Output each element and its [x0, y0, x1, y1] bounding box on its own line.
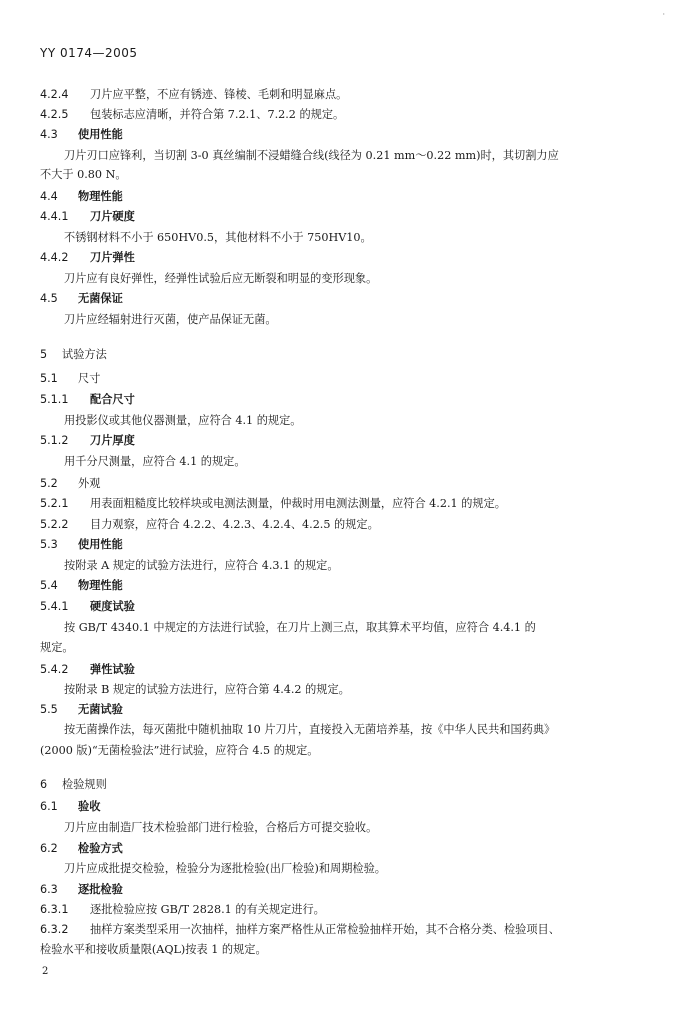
clause-number: 5.4.1	[40, 600, 69, 613]
clause-text: 刀片刃口应锋利，当切割 3-0 真丝编制不浸蜡缝合线(线径为 0.21 mm～0.22 mm)时，其切割力应	[64, 149, 559, 162]
clause-text: 刀片应成批提交检验，检验分为逐批检验(出厂检验)和周期检验。	[64, 862, 386, 875]
clause-number: 6	[40, 778, 48, 791]
text-line	[40, 348, 107, 362]
clause-number: 5.2.1	[40, 497, 69, 510]
clause-text: 检验规则	[62, 778, 107, 791]
clause-number: 4.4.1	[40, 210, 69, 223]
clause-heading: 无菌试验	[78, 703, 123, 716]
standard-number-header: YY 0174—2005	[40, 46, 138, 60]
text-line	[40, 210, 135, 224]
text-line	[40, 497, 506, 511]
clause-number: 5.5	[40, 703, 58, 716]
clause-text: 逐批检验应按 GB/T 2828.1 的有关规定进行。	[90, 903, 325, 916]
clause-text: 按附录 B 规定的试验方法进行，应符合第 4.4.2 的规定。	[64, 683, 350, 696]
clause-number: 6.2	[40, 842, 58, 855]
clause-number: 4.3	[40, 128, 58, 141]
clause-heading: 弹性试验	[90, 663, 135, 676]
clause-number: 4.4	[40, 190, 58, 203]
clause-number: 5.3	[40, 538, 58, 551]
text-line	[64, 414, 301, 428]
text-line	[40, 943, 267, 957]
text-line	[40, 641, 74, 655]
clause-text: 规定。	[40, 641, 74, 654]
text-line	[64, 455, 246, 469]
clause-number: 5.4	[40, 579, 58, 592]
clause-heading: 逐批检验	[78, 883, 123, 896]
clause-heading: 硬度试验	[90, 600, 135, 613]
clause-number: 4.5	[40, 292, 58, 305]
clause-number: 4.4.2	[40, 251, 69, 264]
clause-text: (2000 版)“无菌检验法”进行试验，应符合 4.5 的规定。	[40, 744, 319, 757]
clause-text: 尺寸	[78, 372, 101, 385]
text-line	[40, 168, 127, 182]
text-line	[40, 372, 100, 386]
clause-heading: 使用性能	[78, 538, 123, 551]
clause-heading: 刀片硬度	[90, 210, 135, 223]
clause-heading: 使用性能	[78, 128, 123, 141]
clause-heading: 检验方式	[78, 842, 123, 855]
text-line	[64, 313, 277, 327]
clause-text: 用千分尺测量，应符合 4.1 的规定。	[64, 455, 246, 468]
clause-text: 刀片应经辐射进行灭菌，使产品保证无菌。	[64, 313, 277, 326]
text-line	[40, 903, 325, 917]
text-line	[40, 538, 123, 552]
text-line	[40, 518, 379, 532]
clause-text: 按无菌操作法，每灭菌批中随机抽取 10 片刀片，直接投入无菌培养基，按《中华人民共和国药典》	[64, 723, 556, 736]
text-line	[64, 272, 377, 286]
text-line	[40, 251, 135, 265]
clause-number: 5.1.2	[40, 434, 69, 447]
text-line	[40, 579, 123, 593]
clause-number: 4.2.5	[40, 108, 69, 121]
text-line	[40, 477, 100, 491]
text-line	[64, 231, 372, 245]
text-line	[40, 744, 318, 758]
text-line	[64, 723, 555, 737]
clause-number: 5.2	[40, 477, 58, 490]
clause-number: 6.1	[40, 800, 58, 813]
clause-number: 5	[40, 348, 48, 361]
clause-number: 6.3.2	[40, 923, 69, 936]
text-line	[64, 621, 536, 635]
text-line	[64, 683, 350, 697]
text-line	[40, 703, 123, 717]
text-line	[40, 108, 344, 122]
scan-mark: ·	[662, 10, 665, 19]
clause-heading: 无菌保证	[78, 292, 123, 305]
clause-heading: 验收	[78, 800, 101, 813]
clause-text: 刀片应由制造厂技术检验部门进行检验，合格后方可提交验收。	[64, 821, 378, 834]
text-line	[40, 88, 347, 102]
clause-number: 5.4.2	[40, 663, 69, 676]
clause-text: 抽样方案类型采用一次抽样，抽样方案严格性从正常检验抽样开始，其不合格分类、检验项目、	[90, 923, 560, 936]
text-line	[40, 434, 135, 448]
text-line	[40, 883, 123, 897]
clause-text: 刀片应平整，不应有锈迹、锋棱、毛刺和明显麻点。	[90, 88, 348, 101]
clause-text: 检验水平和接收质量限(AQL)按表 1 的规定。	[40, 943, 267, 956]
text-line	[40, 778, 107, 792]
clause-number: 4.2.4	[40, 88, 69, 101]
text-line	[40, 842, 123, 856]
clause-number: 5.1.1	[40, 393, 69, 406]
clause-heading: 物理性能	[78, 579, 123, 592]
clause-text: 外观	[78, 477, 101, 490]
clause-number: 5.1	[40, 372, 58, 385]
clause-number: 6.3.1	[40, 903, 69, 916]
text-line	[64, 149, 559, 163]
text-line	[40, 292, 123, 306]
clause-text: 按附录 A 规定的试验方法进行，应符合 4.3.1 的规定。	[64, 559, 339, 572]
clause-heading: 配合尺寸	[90, 393, 135, 406]
clause-text: 不锈钢材料不小于 650HV0.5，其他材料不小于 750HV10。	[64, 231, 372, 244]
clause-text: 刀片应有良好弹性，经弹性试验后应无断裂和明显的变形现象。	[64, 272, 378, 285]
clause-text: 试验方法	[62, 348, 107, 361]
clause-text: 包装标志应清晰，并符合第 7.2.1、7.2.2 的规定。	[90, 108, 345, 121]
text-line	[40, 663, 135, 677]
clause-heading: 物理性能	[78, 190, 123, 203]
text-line	[40, 128, 123, 142]
text-line	[64, 862, 386, 876]
clause-text: 用表面粗糙度比较样块或电测法测量，仲裁时用电测法测量，应符合 4.2.1 的规定。	[90, 497, 506, 510]
clause-text: 不大于 0.80 N。	[40, 168, 127, 181]
text-line	[40, 393, 135, 407]
text-line	[40, 923, 560, 937]
clause-heading: 刀片厚度	[90, 434, 135, 447]
clause-heading: 刀片弹性	[90, 251, 135, 264]
clause-text: 目力观察，应符合 4.2.2、4.2.3、4.2.4、4.2.5 的规定。	[90, 518, 379, 531]
text-line	[64, 559, 339, 573]
clause-text: 按 GB/T 4340.1 中规定的方法进行试验，在刀片上测三点，取其算术平均值，应符合 4.4.1 的	[64, 621, 536, 634]
clause-number: 5.2.2	[40, 518, 69, 531]
text-line	[40, 190, 123, 204]
text-line	[64, 821, 377, 835]
clause-text: 用投影仪或其他仪器测量，应符合 4.1 的规定。	[64, 414, 302, 427]
clause-number: 6.3	[40, 883, 58, 896]
page-number: 2	[42, 966, 49, 977]
text-line	[40, 600, 135, 614]
text-line	[40, 800, 100, 814]
